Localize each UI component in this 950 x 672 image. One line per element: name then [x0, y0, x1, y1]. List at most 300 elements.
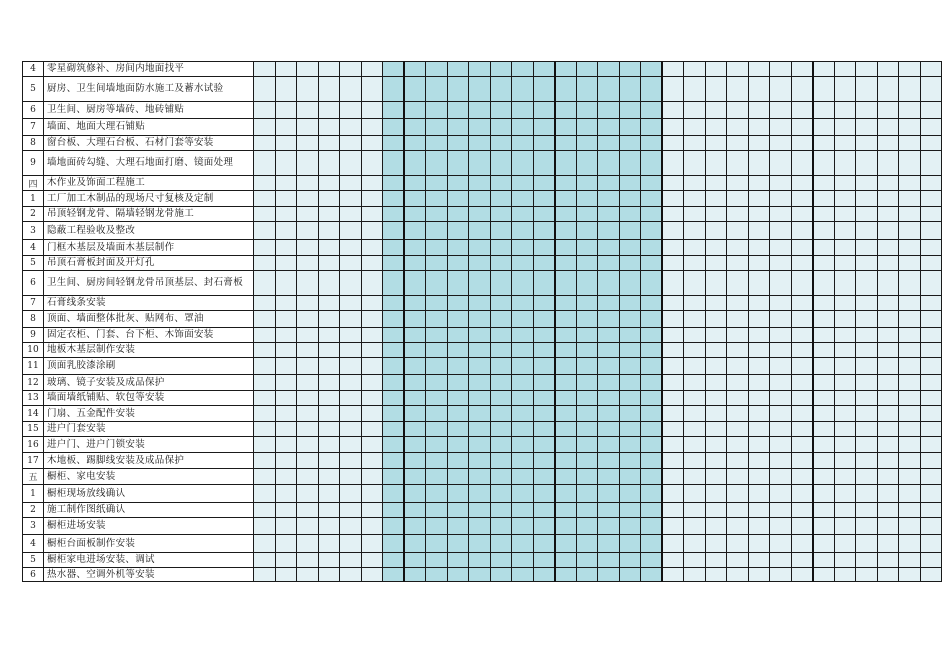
schedule-cell: [791, 518, 813, 535]
schedule-cell: [490, 568, 512, 582]
schedule-cell: [447, 191, 469, 207]
schedule-cell: [490, 469, 512, 485]
schedule-cell: [297, 119, 319, 136]
schedule-cell: [899, 391, 921, 406]
schedule-cell: [899, 328, 921, 343]
schedule-cell: [899, 207, 921, 222]
schedule-cell: [727, 311, 749, 328]
schedule-cell: [662, 535, 684, 553]
schedule-cell: [447, 422, 469, 437]
schedule-cell: [834, 485, 856, 503]
schedule-cell: [877, 256, 899, 271]
schedule-cell: [598, 328, 620, 343]
task-name: 墙面墙纸铺贴、软包等安装: [44, 391, 254, 406]
schedule-cell: [705, 343, 727, 358]
table-row: [23, 568, 942, 582]
schedule-cell: [727, 453, 749, 469]
schedule-cell: [791, 469, 813, 485]
schedule-cell: [856, 406, 878, 422]
schedule-cell: [318, 296, 340, 311]
schedule-cell: [533, 62, 555, 77]
schedule-cell: [297, 191, 319, 207]
schedule-cell: [598, 358, 620, 375]
schedule-cell: [490, 358, 512, 375]
schedule-cell: [383, 485, 405, 503]
schedule-cell: [297, 358, 319, 375]
schedule-cell: [254, 271, 276, 296]
schedule-cell: [426, 151, 448, 176]
schedule-cell: [404, 406, 426, 422]
schedule-cell: [254, 151, 276, 176]
schedule-cell: [512, 422, 534, 437]
schedule-cell: [469, 311, 491, 328]
schedule-cell: [576, 343, 598, 358]
schedule-cell: [404, 437, 426, 453]
schedule-cell: [662, 62, 684, 77]
schedule-cell: [920, 191, 942, 207]
schedule-cell: [533, 222, 555, 240]
schedule-cell: [512, 136, 534, 151]
schedule-cell: [383, 328, 405, 343]
schedule-cell: [813, 119, 835, 136]
schedule-cell: [598, 77, 620, 102]
schedule-cell: [641, 311, 663, 328]
schedule-cell: [512, 296, 534, 311]
schedule-cell: [275, 406, 297, 422]
schedule-cell: [361, 469, 383, 485]
task-name: 橱柜台面板制作安装: [44, 535, 254, 553]
schedule-cell: [469, 328, 491, 343]
schedule-cell: [426, 77, 448, 102]
row-number: 3: [23, 518, 44, 535]
schedule-cell: [705, 358, 727, 375]
schedule-cell: [361, 406, 383, 422]
schedule-cell: [404, 151, 426, 176]
schedule-cell: [920, 375, 942, 391]
schedule-cell: [899, 485, 921, 503]
table-row: [23, 358, 942, 375]
schedule-cell: [748, 240, 770, 256]
schedule-cell: [469, 119, 491, 136]
schedule-cell: [619, 296, 641, 311]
schedule-cell: [770, 240, 792, 256]
schedule-cell: [361, 77, 383, 102]
schedule-cell: [469, 535, 491, 553]
schedule-cell: [899, 296, 921, 311]
schedule-cell: [619, 469, 641, 485]
schedule-cell: [447, 485, 469, 503]
schedule-cell: [899, 406, 921, 422]
schedule-cell: [576, 102, 598, 119]
schedule-cell: [920, 207, 942, 222]
schedule-cell: [490, 485, 512, 503]
schedule-cell: [920, 62, 942, 77]
schedule-cell: [383, 136, 405, 151]
schedule-cell: [490, 328, 512, 343]
schedule-cell: [426, 328, 448, 343]
table-row: [23, 119, 942, 136]
schedule-cell: [877, 422, 899, 437]
schedule-cell: [619, 222, 641, 240]
row-number: 9: [23, 151, 44, 176]
schedule-cell: [447, 256, 469, 271]
schedule-cell: [490, 422, 512, 437]
schedule-cell: [598, 422, 620, 437]
schedule-cell: [856, 102, 878, 119]
schedule-cell: [748, 406, 770, 422]
task-name: 厨房、卫生间墙地面防水施工及蓄水试验: [44, 77, 254, 102]
schedule-cell: [254, 375, 276, 391]
schedule-cell: [877, 151, 899, 176]
schedule-cell: [275, 503, 297, 518]
schedule-cell: [512, 77, 534, 102]
schedule-cell: [641, 207, 663, 222]
task-name: 门框木基层及墙面木基层制作: [44, 240, 254, 256]
schedule-cell: [705, 437, 727, 453]
schedule-cell: [770, 296, 792, 311]
schedule-cell: [576, 271, 598, 296]
row-number: 5: [23, 256, 44, 271]
schedule-cell: [877, 222, 899, 240]
schedule-cell: [813, 518, 835, 535]
schedule-cell: [770, 358, 792, 375]
schedule-cell: [512, 62, 534, 77]
schedule-cell: [619, 191, 641, 207]
schedule-cell: [856, 422, 878, 437]
schedule-cell: [383, 375, 405, 391]
task-name: 墙地面砖勾缝、大理石地面打磨、镜面处理: [44, 151, 254, 176]
row-number: 16: [23, 437, 44, 453]
schedule-cell: [576, 469, 598, 485]
schedule-cell: [705, 102, 727, 119]
schedule-cell: [619, 568, 641, 582]
row-number: 7: [23, 296, 44, 311]
schedule-cell: [662, 191, 684, 207]
schedule-cell: [877, 176, 899, 191]
schedule-cell: [340, 176, 362, 191]
schedule-cell: [705, 176, 727, 191]
schedule-cell: [684, 453, 706, 469]
schedule-cell: [297, 328, 319, 343]
schedule-cell: [899, 271, 921, 296]
schedule-cell: [469, 518, 491, 535]
schedule-cell: [770, 375, 792, 391]
schedule-cell: [533, 343, 555, 358]
schedule-cell: [662, 271, 684, 296]
schedule-cell: [684, 422, 706, 437]
schedule-cell: [361, 343, 383, 358]
schedule-cell: [598, 151, 620, 176]
schedule-cell: [426, 391, 448, 406]
schedule-cell: [899, 102, 921, 119]
schedule-cell: [404, 119, 426, 136]
schedule-cell: [318, 119, 340, 136]
schedule-cell: [318, 271, 340, 296]
schedule-cell: [598, 62, 620, 77]
schedule-cell: [383, 62, 405, 77]
schedule-cell: [254, 568, 276, 582]
schedule-cell: [727, 503, 749, 518]
row-number: 7: [23, 119, 44, 136]
schedule-cell: [899, 119, 921, 136]
schedule-cell: [426, 469, 448, 485]
schedule-cell: [576, 77, 598, 102]
schedule-cell: [641, 296, 663, 311]
schedule-cell: [426, 102, 448, 119]
schedule-cell: [791, 191, 813, 207]
schedule-cell: [512, 343, 534, 358]
schedule-cell: [834, 553, 856, 568]
schedule-cell: [275, 469, 297, 485]
schedule-cell: [555, 469, 577, 485]
schedule-cell: [856, 176, 878, 191]
schedule-cell: [641, 271, 663, 296]
schedule-cell: [469, 256, 491, 271]
schedule-cell: [748, 535, 770, 553]
schedule-body: [23, 62, 942, 582]
schedule-cell: [490, 503, 512, 518]
schedule-cell: [512, 503, 534, 518]
schedule-cell: [662, 77, 684, 102]
task-name: 橱柜进场安装: [44, 518, 254, 535]
schedule-cell: [641, 437, 663, 453]
schedule-cell: [555, 311, 577, 328]
schedule-cell: [555, 119, 577, 136]
schedule-cell: [748, 222, 770, 240]
schedule-cell: [447, 535, 469, 553]
schedule-cell: [447, 469, 469, 485]
schedule-cell: [619, 328, 641, 343]
schedule-cell: [727, 136, 749, 151]
row-number: 2: [23, 207, 44, 222]
schedule-cell: [297, 207, 319, 222]
schedule-cell: [383, 343, 405, 358]
schedule-cell: [297, 375, 319, 391]
schedule-cell: [920, 343, 942, 358]
schedule-cell: [383, 102, 405, 119]
schedule-cell: [383, 535, 405, 553]
schedule-cell: [318, 453, 340, 469]
schedule-cell: [340, 311, 362, 328]
schedule-cell: [770, 191, 792, 207]
schedule-cell: [877, 271, 899, 296]
schedule-cell: [920, 119, 942, 136]
schedule-cell: [275, 136, 297, 151]
row-number: 10: [23, 343, 44, 358]
task-name: 木作业及饰面工程施工: [44, 176, 254, 191]
schedule-cell: [920, 176, 942, 191]
table-row: [23, 328, 942, 343]
schedule-cell: [899, 375, 921, 391]
schedule-cell: [727, 358, 749, 375]
schedule-cell: [705, 77, 727, 102]
schedule-cell: [899, 503, 921, 518]
schedule-cell: [383, 151, 405, 176]
row-number: 13: [23, 391, 44, 406]
schedule-cell: [490, 102, 512, 119]
schedule-cell: [684, 77, 706, 102]
schedule-cell: [426, 453, 448, 469]
table-row: [23, 453, 942, 469]
schedule-cell: [383, 568, 405, 582]
schedule-cell: [684, 102, 706, 119]
schedule-cell: [555, 222, 577, 240]
schedule-cell: [748, 256, 770, 271]
schedule-cell: [555, 271, 577, 296]
schedule-cell: [490, 256, 512, 271]
schedule-cell: [533, 391, 555, 406]
schedule-cell: [426, 375, 448, 391]
task-name: 窗台板、大理石台板、石材门套等安装: [44, 136, 254, 151]
schedule-cell: [490, 535, 512, 553]
schedule-cell: [533, 469, 555, 485]
schedule-cell: [275, 296, 297, 311]
schedule-cell: [447, 453, 469, 469]
schedule-cell: [598, 271, 620, 296]
schedule-cell: [383, 77, 405, 102]
schedule-cell: [361, 119, 383, 136]
schedule-cell: [555, 191, 577, 207]
schedule-cell: [598, 256, 620, 271]
schedule-cell: [383, 207, 405, 222]
schedule-cell: [490, 343, 512, 358]
schedule-cell: [297, 453, 319, 469]
schedule-cell: [834, 568, 856, 582]
task-name: 顶面、墙面整体批灰、贴网布、罩油: [44, 311, 254, 328]
schedule-cell: [555, 391, 577, 406]
schedule-cell: [404, 503, 426, 518]
schedule-cell: [727, 222, 749, 240]
schedule-cell: [641, 102, 663, 119]
schedule-cell: [340, 77, 362, 102]
schedule-cell: [490, 453, 512, 469]
schedule-cell: [512, 469, 534, 485]
schedule-cell: [877, 375, 899, 391]
schedule-cell: [297, 469, 319, 485]
schedule-cell: [705, 553, 727, 568]
schedule-cell: [404, 176, 426, 191]
schedule-cell: [877, 485, 899, 503]
schedule-cell: [297, 311, 319, 328]
schedule-cell: [297, 77, 319, 102]
schedule-cell: [791, 422, 813, 437]
schedule-cell: [834, 240, 856, 256]
schedule-cell: [318, 240, 340, 256]
schedule-cell: [447, 518, 469, 535]
schedule-cell: [512, 151, 534, 176]
schedule-cell: [641, 503, 663, 518]
schedule-cell: [791, 151, 813, 176]
task-name: 吊顶石膏板封面及开灯孔: [44, 256, 254, 271]
schedule-cell: [404, 485, 426, 503]
schedule-cell: [684, 296, 706, 311]
schedule-cell: [469, 485, 491, 503]
schedule-cell: [684, 553, 706, 568]
schedule-cell: [877, 453, 899, 469]
schedule-cell: [619, 358, 641, 375]
schedule-cell: [426, 119, 448, 136]
schedule-cell: [856, 485, 878, 503]
schedule-cell: [598, 375, 620, 391]
schedule-cell: [555, 256, 577, 271]
schedule-cell: [576, 207, 598, 222]
schedule-cell: [297, 136, 319, 151]
schedule-cell: [748, 102, 770, 119]
schedule-cell: [856, 222, 878, 240]
schedule-cell: [404, 311, 426, 328]
schedule-cell: [598, 311, 620, 328]
task-name: 进户门、进户门锁安装: [44, 437, 254, 453]
schedule-cell: [469, 391, 491, 406]
schedule-cell: [512, 328, 534, 343]
schedule-cell: [469, 77, 491, 102]
schedule-cell: [297, 151, 319, 176]
schedule-cell: [318, 102, 340, 119]
schedule-cell: [834, 437, 856, 453]
table-row: [23, 503, 942, 518]
schedule-cell: [447, 553, 469, 568]
schedule-cell: [813, 469, 835, 485]
schedule-cell: [512, 207, 534, 222]
schedule-cell: [770, 485, 792, 503]
schedule-cell: [856, 311, 878, 328]
schedule-cell: [426, 256, 448, 271]
schedule-cell: [899, 437, 921, 453]
schedule-cell: [447, 102, 469, 119]
schedule-cell: [684, 271, 706, 296]
schedule-cell: [555, 535, 577, 553]
schedule-cell: [705, 296, 727, 311]
schedule-cell: [834, 77, 856, 102]
schedule-cell: [770, 553, 792, 568]
schedule-cell: [920, 469, 942, 485]
schedule-cell: [447, 176, 469, 191]
row-number: 6: [23, 568, 44, 582]
schedule-cell: [576, 518, 598, 535]
table-row: [23, 485, 942, 503]
schedule-cell: [598, 406, 620, 422]
schedule-cell: [684, 136, 706, 151]
schedule-cell: [555, 422, 577, 437]
schedule-cell: [555, 518, 577, 535]
schedule-cell: [533, 296, 555, 311]
schedule-cell: [813, 191, 835, 207]
schedule-cell: [791, 256, 813, 271]
schedule-cell: [447, 328, 469, 343]
schedule-cell: [512, 391, 534, 406]
schedule-cell: [619, 375, 641, 391]
schedule-cell: [404, 518, 426, 535]
schedule-cell: [318, 343, 340, 358]
schedule-cell: [426, 437, 448, 453]
schedule-cell: [770, 391, 792, 406]
schedule-cell: [662, 437, 684, 453]
schedule-cell: [877, 296, 899, 311]
task-name: 门扇、五金配件安装: [44, 406, 254, 422]
schedule-cell: [555, 553, 577, 568]
schedule-cell: [770, 136, 792, 151]
schedule-cell: [340, 102, 362, 119]
schedule-cell: [361, 191, 383, 207]
schedule-cell: [920, 535, 942, 553]
schedule-cell: [770, 119, 792, 136]
schedule-cell: [920, 503, 942, 518]
schedule-cell: [920, 296, 942, 311]
schedule-cell: [791, 503, 813, 518]
schedule-cell: [254, 391, 276, 406]
schedule-cell: [297, 391, 319, 406]
schedule-cell: [813, 136, 835, 151]
